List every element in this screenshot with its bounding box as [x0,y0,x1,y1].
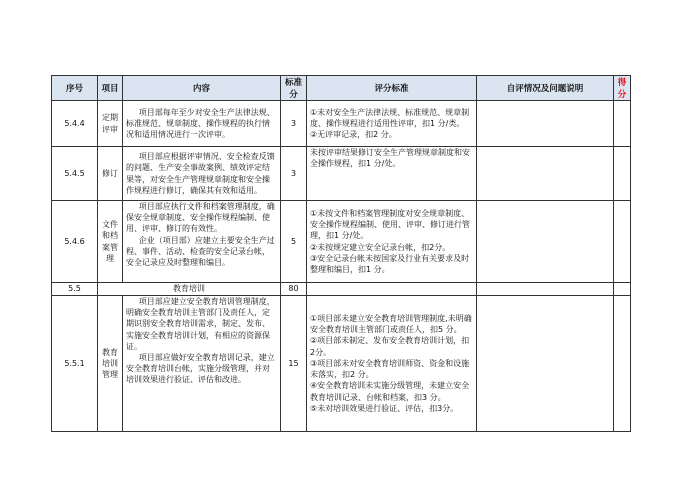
section-number: 5.5 [52,283,98,296]
row-criteria [307,101,477,147]
section-score [614,283,631,296]
content-paragraph: 项目部应建立安全教育培训管理制度，明确安全教育培训主管部门及责任人，定期识别安全教育培训需求，制定、发布、实施安全教育培训计划，有相应的资源保证。 [126,297,275,351]
header-criteria: 评分标准 [307,76,477,101]
criteria-line: ②未按规定建立安全记录台帐，扣2分。 [310,242,451,252]
row-criteria [307,296,477,432]
table-row [52,296,631,432]
criteria-line: ①未对安全生产法律法规、标准规范、规章制度、操作规程进行适用性评审，扣1 分/类。 [310,107,470,128]
row-content [123,101,281,147]
row-number: 5.4.5 [52,147,98,201]
header-score: 得分 [614,76,631,101]
table-row [52,201,631,283]
row-item: 修订 [98,147,123,201]
table-row [52,147,631,201]
row-item: 定期评审 [98,101,123,147]
row-content [123,147,281,201]
criteria-line: ①未按文件和档案管理制度对安全规章制度、安全操作规程编制、使用、评审、修订进行管理，扣1 分/处。 [310,208,470,241]
row-standard-score: 5 [281,201,307,283]
row-content [123,201,281,283]
assessment-table [51,75,631,432]
section-standard-score: 80 [281,283,307,296]
criteria-line: ④安全教育培训未实施分级管理，未建立安全教育培训记录、台帐和档案，扣3 分。 [310,381,470,402]
row-item: 教育培训管理 [98,296,123,432]
row-standard-score: 15 [281,296,307,432]
row-self-evaluation [477,201,614,283]
row-score [614,147,631,201]
assessment-sheet [51,75,631,432]
section-row [52,283,631,296]
criteria-line: 未按评审结果修订安全生产管理规章制度和安全操作规程，扣1 分/处。 [310,148,470,169]
header-item: 项目 [98,76,123,101]
criteria-line: ⑤未对培训效果进行验证、评估，扣3分。 [310,403,459,413]
row-criteria [307,201,477,283]
criteria-line: ②无评审记录，扣2 分。 [310,130,397,140]
content-paragraph: 项目部应执行文件和档案管理制度，确保安全规章制度、安全操作规程编制、使用、评审、修订的有效性。 [126,202,275,234]
row-self-evaluation [477,296,614,432]
header-content: 内容 [123,76,281,101]
criteria-line: ①项目部未建立安全教育培训管理制度,未明确安全教育培训主管部门或责任人，扣5 分。 [310,314,472,335]
row-item: 文件和档案管理 [98,201,123,283]
criteria-line: ③安全记录台帐未按国家及行业有关要求及时整理和编目，扣1 分。 [310,253,470,274]
section-title: 教育培训 [98,283,281,296]
header-no: 序号 [52,76,98,101]
content-paragraph: 项目部每年至少对安全生产法律法规、标准规范、规章制度、操作规程的执行情况和适用情况进行一次评审。 [126,107,275,140]
criteria-line: ③项目部未对安全教育培训师资、资金和设施未落实，扣2 分。 [310,358,470,380]
row-criteria [307,147,477,201]
header-row [52,76,631,101]
content-paragraph: 项目部应做好安全教育培训记录，建立安全教育培训台帐，实施分级管理，并对培训效果进行验证、评估和改进。 [126,353,275,385]
content-paragraph: 项目部应根据评审情况、安全检查反馈的问题、生产安全事故案例、绩效评定结果等，对安全生产管理规章制度和安全操作规程进行修订，确保其有效和适用。 [126,152,275,195]
row-self-evaluation [477,147,614,201]
row-number: 5.4.6 [52,201,98,283]
content-paragraph: 企业（项目部）应建立主要安全生产过程、事件、活动、检查的安全记录台帐，安全记录应及时整理和编目。 [126,235,275,268]
row-number: 5.4.4 [52,101,98,147]
row-standard-score: 3 [281,147,307,201]
row-self-evaluation [477,101,614,147]
header-standard-score: 标准分 [281,76,307,101]
criteria-line: ②项目部未制定、发布安全教育培训计划，扣2分。 [310,336,470,357]
table-row [52,101,631,147]
header-self-evaluation: 自评情况及问题说明 [477,76,614,101]
row-standard-score: 3 [281,101,307,147]
section-criteria [307,283,477,296]
row-number: 5.5.1 [52,296,98,432]
row-score [614,101,631,147]
row-score [614,296,631,432]
row-content [123,296,281,432]
section-self-evaluation [477,283,614,296]
row-score [614,201,631,283]
